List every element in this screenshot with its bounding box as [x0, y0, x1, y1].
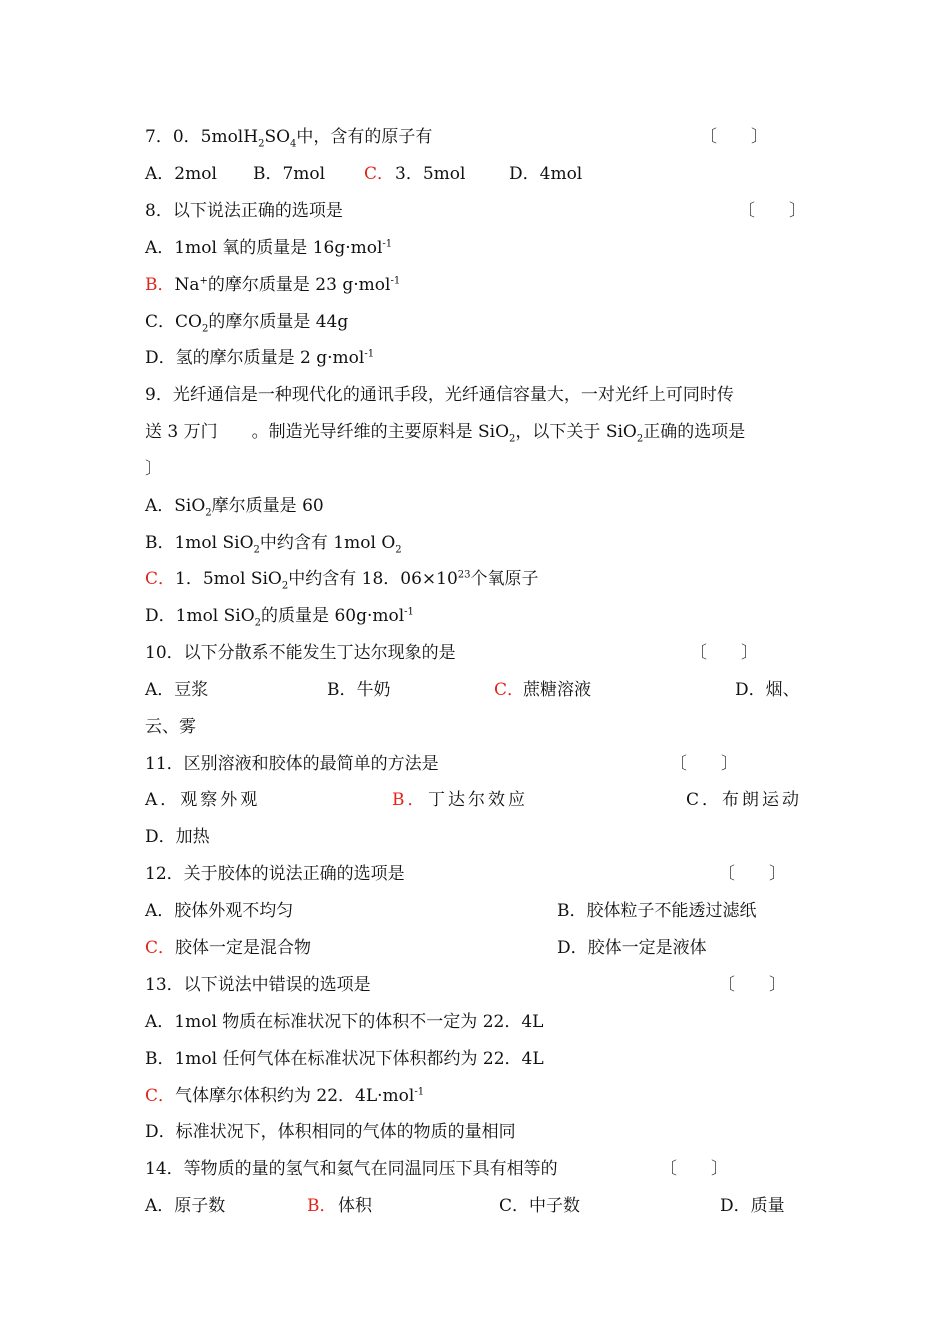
q9-stem-line-1: 9．光纤通信是一种现代化的通讯手段，光纤通信容量大，一对光纤上可同时传	[145, 385, 734, 405]
q7-option-d: D．4mol	[509, 164, 583, 184]
q10-options	[145, 679, 800, 701]
q12-answer-bracket: 〔 〕	[718, 864, 786, 884]
q14-option-b-label: B．	[307, 1196, 337, 1216]
q8-option-b: B．Na+的摩尔质量是 23 g·mol$^{-1}$	[145, 275, 401, 295]
q10-option-c-label: C．	[494, 680, 525, 700]
q7-options	[145, 163, 583, 185]
q10-answer-bracket: 〔 〕	[690, 643, 758, 663]
q8-answer-bracket: 〔 〕	[738, 201, 806, 221]
q7-option-c-label: C．	[364, 164, 395, 184]
q14-option-a: A．原子数	[145, 1196, 226, 1216]
q9-option-c: C．1．5mol SiO$_2$中约含有 18．$06\times 10^{23}$个氧原子	[145, 569, 539, 592]
q9-option-d: D．1mol SiO$_2$的质量是 60g·mol$^{-1}$	[145, 606, 414, 629]
q11-stem: 11．区别溶液和胶体的最简单的方法是	[145, 754, 439, 774]
q12-option-a: A．胶体外观不均匀	[145, 901, 294, 921]
q14-answer-bracket: 〔 〕	[660, 1159, 728, 1179]
q14-option-b: 体积	[338, 1196, 372, 1216]
q14-stem: 14．等物质的量的氢气和氦气在同温同压下具有相等的	[145, 1159, 558, 1179]
q11-option-b: 丁达尔效应	[428, 790, 528, 810]
q8-option-a: A．1mol 氧的质量是 16g·mol$^{-1}$	[145, 238, 393, 258]
q13-option-b: B．1mol 任何气体在标准状况下体积都约为 22．4L	[145, 1049, 544, 1069]
q10-option-d: D．烟、	[735, 680, 800, 700]
q12-option-c: C．胶体一定是混合物	[145, 938, 312, 958]
q11-option-b-label: B．	[392, 790, 428, 810]
q14-option-c: C．中子数	[499, 1196, 581, 1216]
q11-answer-bracket: 〔 〕	[670, 754, 738, 774]
q10-option-c: 蔗糖溶液	[523, 680, 591, 700]
q9-stem-line-2: 送 3 万门 。制造光导纤维的主要原料是 SiO$_2$，以下关于 SiO$_2$正确的选项是	[145, 422, 746, 445]
q8-option-c: C．$CO_2$的摩尔质量是 44g	[145, 312, 349, 335]
q10-option-b: B．牛奶	[327, 680, 391, 700]
q14-options	[145, 1195, 785, 1217]
q12-stem: 12．关于胶体的说法正确的选项是	[145, 864, 405, 884]
q11-options	[145, 789, 803, 811]
q13-answer-bracket: 〔 〕	[718, 975, 786, 995]
q9-option-b: B．1mol SiO$_2$中约含有 1mol $O_2$	[145, 533, 402, 556]
q14-option-d: D．质量	[720, 1196, 785, 1216]
q7-option-b: B．7mol	[253, 164, 326, 184]
q10-option-a: A．豆浆	[145, 680, 209, 700]
q13-option-a: A．1mol 物质在标准状况下的体积不一定为 22．4L	[145, 1012, 544, 1032]
q12-option-b: B．胶体粒子不能透过滤纸	[557, 901, 757, 921]
q13-option-c: C．气体摩尔体积约为 22．4L·mol$^{-1}$	[145, 1086, 425, 1106]
q8-stem: 8．以下说法正确的选项是	[145, 201, 343, 221]
q9-option-a: A．SiO$_2$摩尔质量是 60	[145, 496, 324, 519]
q10-option-d-continued: 云、雾	[145, 717, 196, 737]
q12-option-d: D．胶体一定是液体	[557, 938, 707, 958]
q9-stem-line-3: 〕	[145, 459, 162, 479]
q8-option-d: D．氢的摩尔质量是 2 g·mol$^{-1}$	[145, 348, 375, 368]
q7-option-c: 3．5mol	[395, 164, 466, 184]
q11-option-c: C．布朗运动	[686, 790, 803, 810]
q7-option-a: A．2mol	[145, 164, 217, 184]
q10-stem: 10．以下分散系不能发生丁达尔现象的是	[145, 643, 456, 663]
q11-option-a: A．观察外观	[145, 790, 261, 810]
q13-stem: 13．以下说法中错误的选项是	[145, 975, 371, 995]
q7-answer-bracket: 〔 〕	[700, 127, 768, 147]
q13-option-d: D．标准状况下，体积相同的气体的物质的量相同	[145, 1122, 516, 1142]
q11-option-d: D．加热	[145, 827, 210, 847]
q7-stem: 7．0．$5molH_2SO_4$中，含有的原子有	[145, 127, 433, 150]
